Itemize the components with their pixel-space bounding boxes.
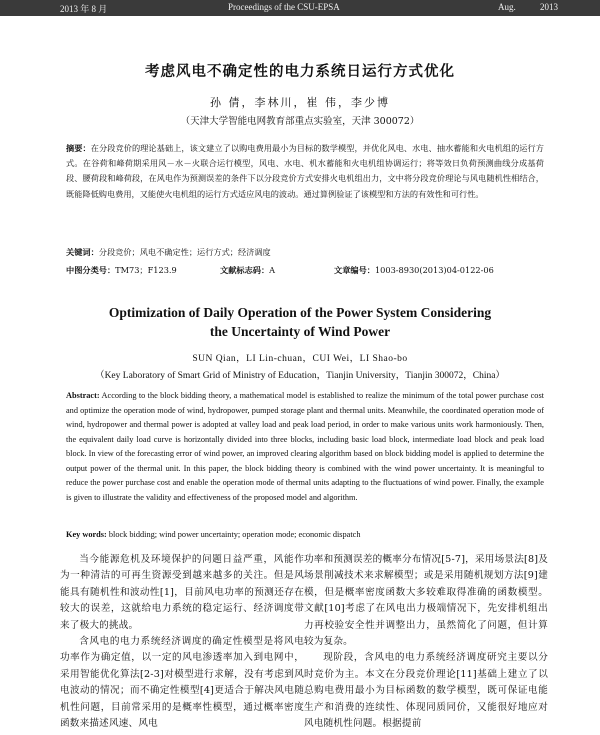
abstract-cn-label: 摘要： bbox=[66, 143, 91, 153]
document-code: 文献标志码：A bbox=[220, 265, 276, 275]
abstract-en-label: Abstract: bbox=[66, 391, 100, 400]
header-journal: Proceedings of the CSU-EPSA bbox=[228, 2, 340, 12]
affiliation-cn: （天津大学智能电网教育部重点实验室，天津 300072） bbox=[180, 116, 420, 127]
header-date: 2013 年 8 月 bbox=[60, 4, 108, 14]
abstract-cn-text: 在分段竞价的理论基础上，该文建立了以购电费用最小为目标的数学模型，并优化风电、水电、抽水蓄能和火电机组的运行方式。在谷荷和峰荷期采用风－水－火联合运行模型，风电、水电、机水蓄能和火电机组协调运行；将等效日负荷预测曲线分成基荷段、腰荷段和峰荷段，在风电作为预测误差的条件下以分段竞价方式安排火电机组出力，文中将分段竞价理论与风电随机性相结合，既能降低购电费用，又能使火电机组的运行方式适应风电的波动。通过算例验证了该模型和方法的有效性和可行性。 bbox=[66, 143, 544, 199]
body-column-left bbox=[60, 552, 304, 732]
body-paragraph: 当今能源危机及环境保护的问题日益严重，风能作为一种清洁的可再生资源受到越来越多的关注。但是风能具有随机性和波动性[1]，目前风电功率的预测还存在较大的误差，这就给电力系统的稳定运行、经济调度带来了极大的挑战。 bbox=[60, 554, 304, 631]
running-header bbox=[0, 0, 600, 16]
abstract-cn bbox=[66, 141, 544, 202]
authors-cn: 孙 倩，李林川，崔 伟，李少博 bbox=[210, 96, 390, 109]
header-month: Aug. bbox=[498, 2, 516, 12]
authors-en: SUN Qian，LI Lin-chuan，CUI Wei，LI Shao-bo bbox=[192, 354, 408, 364]
body-paragraph: 含风电的电力系统经济调度的确定性模型是将风电功率作为确定值，以一定的风电渗透率加入到电网中，采用智能优化算法[2-3]对模型进行求解，没有考虑到风电波动的情况；而不确定性模型[4]更适合于解决风电随机性问题，目前常采用的是概率性模型，通过概率密度函数来描述风速、风电 bbox=[60, 636, 304, 730]
body-paragraph: 现阶段，含风电的电力系统经济调度研究主要以分时竞价为主。本文在分段竞价理论[11]基础上建立了以总购电费用最小为目标函数的数学模型，既可保证电能生产和消费的连续性、体现同质同价，又能很好地应对风电随机性问题。根据提前 bbox=[304, 652, 548, 730]
clc-number: 中图分类号：TM73；F123.9 bbox=[66, 265, 177, 275]
en-title-line2: the Uncertainty of Wind Power bbox=[209, 324, 391, 339]
keywords-en bbox=[66, 530, 544, 539]
body-column-right bbox=[304, 552, 548, 732]
paper-title-cn: 考虑风电不确定性的电力系统日运行方式优化 bbox=[145, 64, 455, 80]
keywords-cn-text: 分段竞价；风电不确定性；运行方式；经济调度 bbox=[98, 247, 271, 257]
en-title-line1: Optimization of Daily Operation of the Power System Considering bbox=[108, 305, 492, 320]
keywords-en-label: Key words: bbox=[66, 530, 107, 539]
keywords-en-text: block bidding; wind power uncertainty; operation mode; economic dispatch bbox=[108, 530, 361, 539]
paper-title-en bbox=[0, 303, 600, 341]
keywords-cn-label: 关键词： bbox=[66, 247, 99, 257]
affiliation-en: （Key Laboratory of Smart Grid of Ministry of Education，Tianjin University，Tianjin 300072，China） bbox=[95, 371, 505, 381]
abstract-en-text: According to the block bidding theory, a mathematical model is established to realize the minimum of the total power purchase cost and optimize the operation mode of wind, hydropower, pumped storage plant and thermal units. Meanwhile, the coordinated operation mode of wind, hydropower and thermal power is adopted at valley load and peak load period, in order to make various units work harmoniously. Then, the equivalent daily load curve is horizontally divided into three blocks, including basic load block, intermediate load block and peak load block. In view of the forecasting error of wind power, an improved clearing algorithm based on block bidding model is applied to determine the output power of the thermal unit. In this paper, the block bidding theory is combined with the wind power uncertainty. It is meaningful to reduce the power purchase cost and enable the operation mode of thermal units adapting to the fluctuations of wind power. Finally, the example is given to illustrate the validity and effectiveness of the proposed model and algorithm. bbox=[66, 391, 544, 502]
keywords-cn bbox=[66, 247, 544, 258]
article-number: 文章编号：1003-8930(2013)04-0122-06 bbox=[334, 265, 494, 275]
header-year: 2013 bbox=[540, 2, 558, 12]
body-paragraph: 功率和预测误差的概率分布情况[5-7]，采用场景法[8]及场景削减技术来求解模型；或是采用随机规划方法[9]建模，但是概率密度函数大多较难取得准确的函数模型。文献[10]考虑了在风电出力极端情况下，先安排机组出力再校验安全性并调整出力，虽然简化了问题，但计算较为复杂。 bbox=[304, 554, 548, 648]
abstract-en bbox=[66, 389, 544, 505]
